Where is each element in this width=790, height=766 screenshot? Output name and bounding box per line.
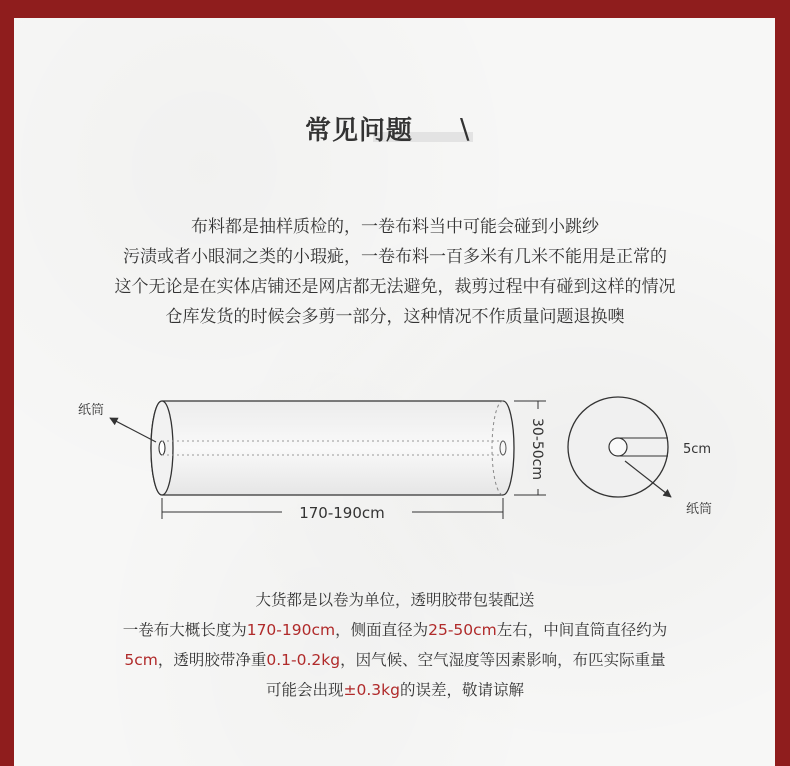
tube-label-left: 纸筒 <box>78 403 105 418</box>
tube-label-right: 纸筒 <box>686 502 713 517</box>
faq-line-2: 污渍或者小眼洞之类的小瑕疵，一卷布料一百多米有几米不能用是正常的 <box>123 247 667 267</box>
faq-line-1: 布料都是抽样质检的，一卷布料当中可能会碰到小跳纱 <box>191 217 599 237</box>
length-label: 170-190cm <box>299 504 385 522</box>
roll-side-view <box>151 401 514 495</box>
faq-line-4: 仓库发货的时候会多剪一部分，这种情况不作质量问题退换噢 <box>165 307 625 327</box>
tube-pointer-left <box>110 418 156 442</box>
shipping-line-3: 5cm，透明胶带净重0.1-0.2kg，因气候、空气湿度等因素影响，布匹实际重量 <box>124 651 666 669</box>
shipping-line-4: 可能会出现±0.3kg的误差，敬请谅解 <box>266 681 524 699</box>
title-slash-decoration: \ <box>460 112 470 145</box>
core-size-label: 5cm <box>683 442 712 457</box>
shipping-line-1: 大货都是以卷为单位，透明胶带包装配送 <box>255 591 535 609</box>
shipping-line-2: 一卷布大概长度为170-190cm，侧面直径为25-50cm左右，中间直筒直径约为 <box>122 621 668 639</box>
roll-end-view <box>568 397 668 497</box>
faq-line-3: 这个无论是在实体店铺还是网店都无法避免，裁剪过程中有碰到这样的情况 <box>114 277 676 297</box>
page-title: 常见问题 <box>305 116 414 146</box>
diameter-label: 30-50cm <box>529 417 545 481</box>
